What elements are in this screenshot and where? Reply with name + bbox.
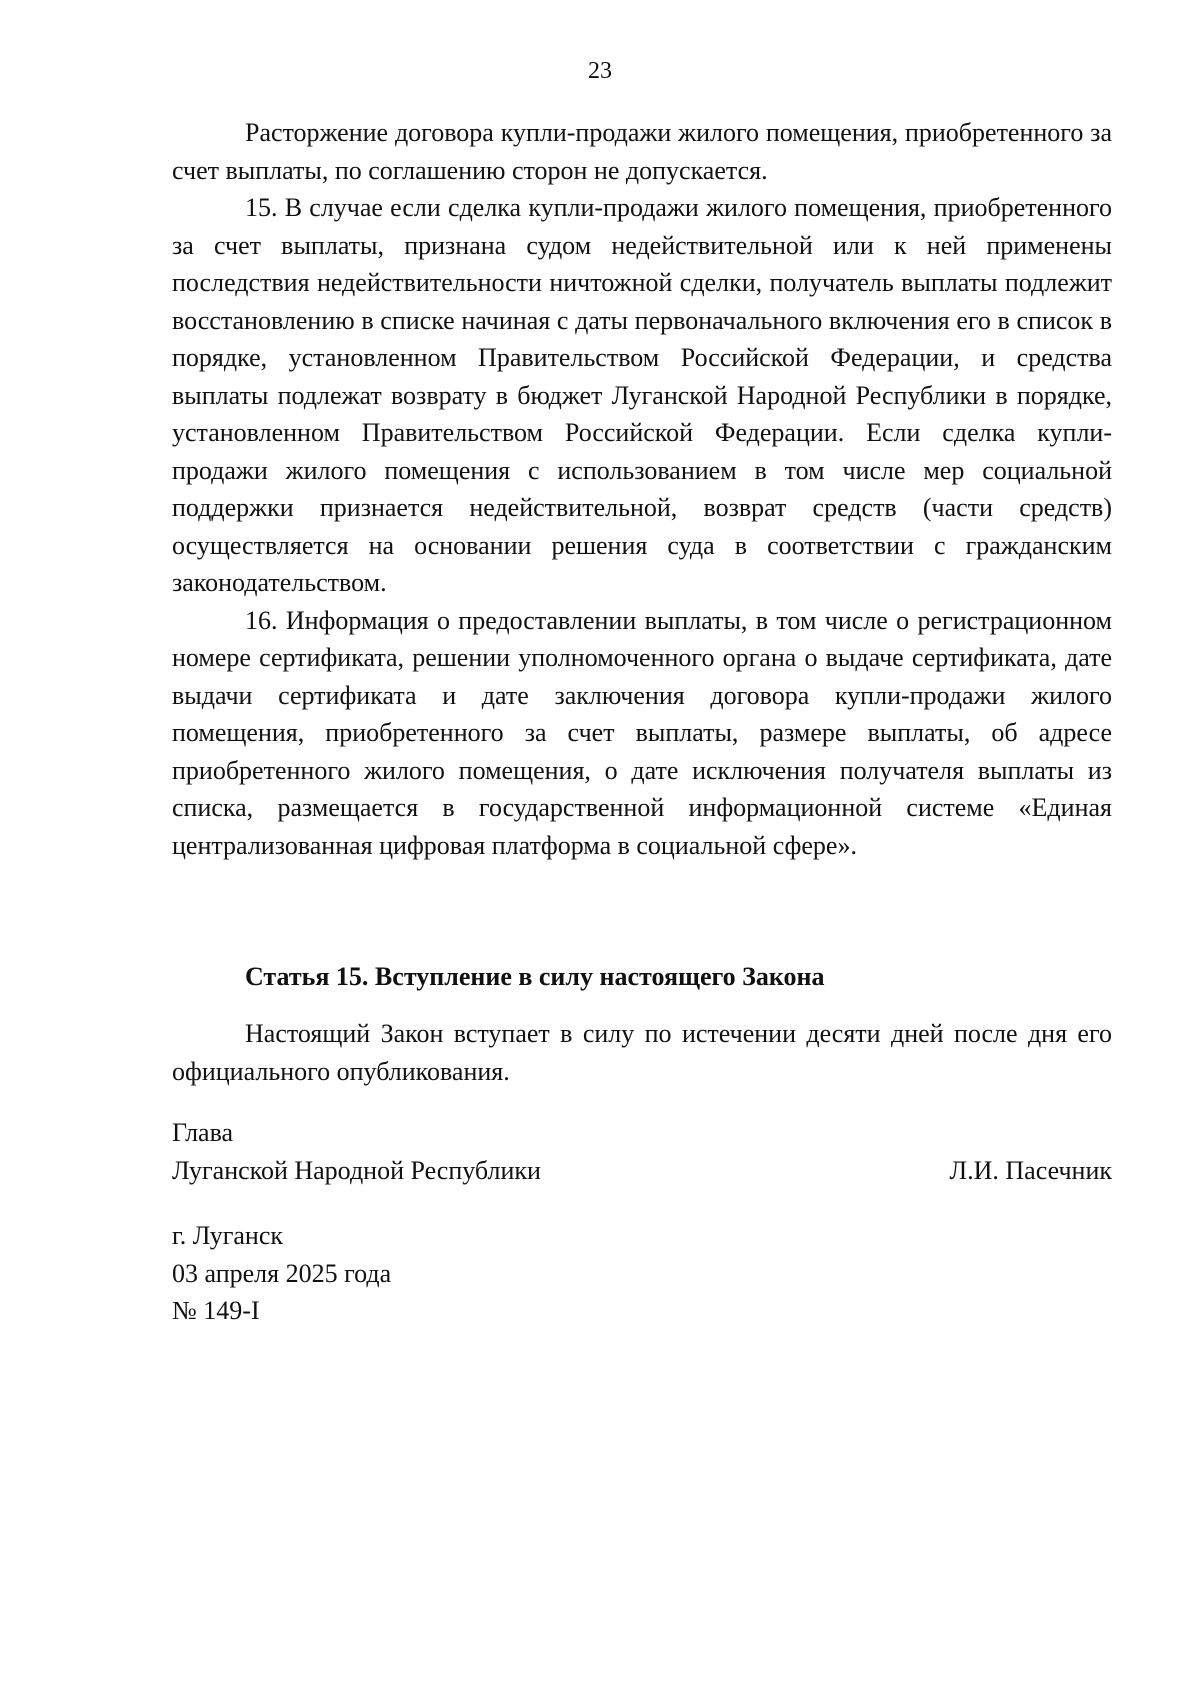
article-text: [172, 1015, 1112, 1090]
page-number: 23: [588, 58, 612, 84]
date: 03 апреля 2025 года: [172, 1258, 392, 1288]
article-heading: Статья 15. Вступление в силу настоящего Закона: [245, 962, 825, 991]
signatory-name: Л.И. Пасечник: [949, 1155, 1112, 1185]
signature-block: [172, 1114, 1112, 1189]
document-body: [172, 114, 1112, 864]
paragraph-entry-into-force: Настоящий Закон вступает в силу по истечении десяти дней после дня его официального опубликования.: [172, 1019, 1112, 1086]
paragraph-termination: Расторжение договора купли-продажи жилого помещения, приобретенного за счет выплаты, по соглашению сторон не допускается.: [172, 118, 1112, 185]
place-date-block: [172, 1217, 391, 1330]
law-number: № 149-I: [172, 1296, 260, 1325]
signatory-line: [172, 1152, 1112, 1190]
paragraph-16: 16. Информация о предоставлении выплаты, в том числе о регистрационном номере сертификата, решении уполномоченного органа о выдаче сертификата, дате выдачи сертификата и дате заключения договора купли-продажи жилого помещения, приобретенного за счет выплаты, размере выплаты, об адресе приобретенного жилого помещения, о дате исключения получателя выплаты из списка, размещается в государственной информационной системе «Единая централизованная цифровая платформа в социальной сфере».: [172, 605, 1112, 860]
signatory-office: Луганской Народной Республики: [172, 1155, 541, 1185]
signatory-title: Глава: [172, 1118, 234, 1147]
city: г. Луганск: [172, 1221, 284, 1250]
paragraph-15: 15. В случае если сделка купли-продажи жилого помещения, приобретенного за счет выплаты, признана судом недействительной или к ней применены последствия недействительности ничтожной сделки, получатель выплаты подлежит восстановлению в списке начиная с даты первоначального включения его в список в порядке, установленном Правительством Российской Федерации, и средства выплаты подлежат возврату в бюджет Луганской Народной Республики в порядке, установленном Правительством Российской Федерации. Если сделка купли-продажи жилого помещения с использованием в том числе мер социальной поддержки признается недействительной, возврат средств (части средств) осуществляется на основании решения суда в соответствии с гражданским законодательством.: [172, 193, 1112, 597]
